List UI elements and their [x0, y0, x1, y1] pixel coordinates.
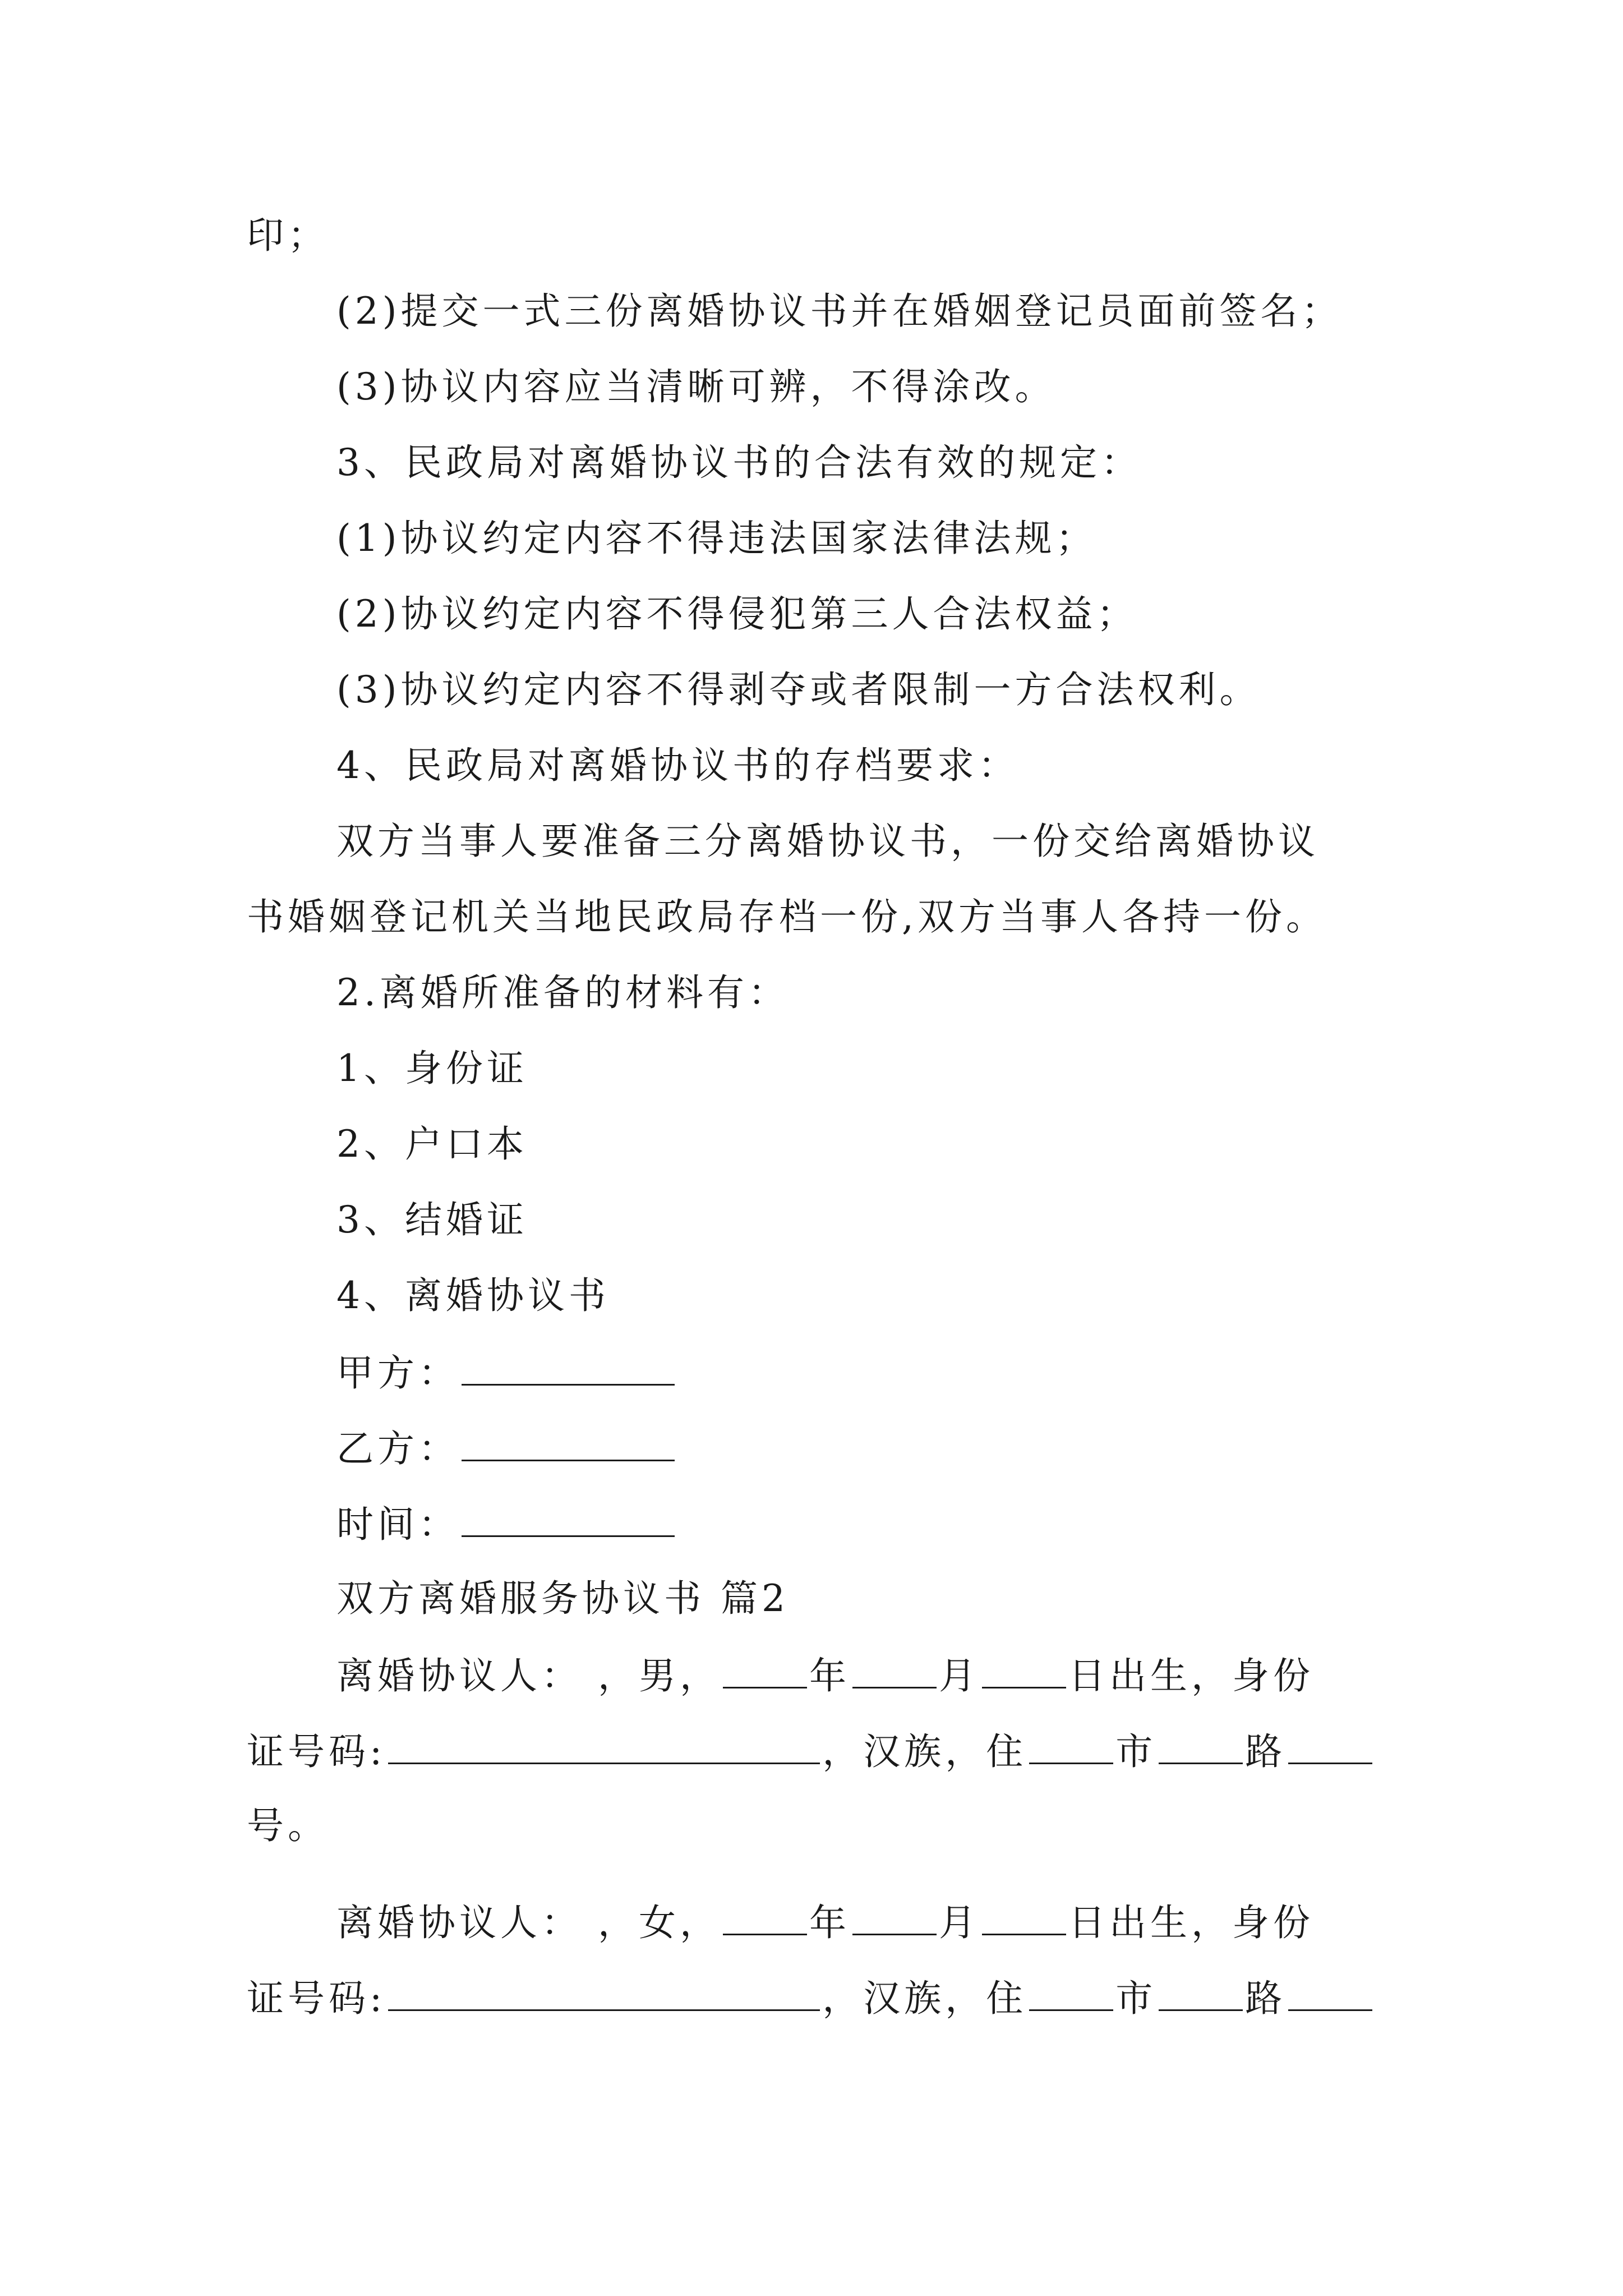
time-blank[interactable] — [462, 1495, 675, 1537]
male-number-line: 号。 — [247, 1804, 329, 1847]
male-year-blank[interactable] — [723, 1646, 807, 1688]
female-month-blank[interactable] — [852, 1893, 937, 1935]
year-label: 年 — [809, 1654, 850, 1697]
male-id-blank[interactable] — [388, 1722, 820, 1764]
month-label: 月 — [938, 1654, 980, 1697]
female-year-blank[interactable] — [723, 1893, 807, 1935]
party-b-signature — [336, 1419, 677, 1475]
male-id-line — [247, 1722, 1375, 1778]
text-line: 双方当事人要准备三分离婚协议书，一份交给离婚协议 — [336, 820, 1319, 863]
time-label: 时间： — [336, 1503, 459, 1546]
text-line: 书婚姻登记机关当地民政局存档一份,双方当事人各持一份。 — [247, 895, 1327, 938]
text-line: (3)协议约定内容不得剥夺或者限制一方合法权利。 — [336, 668, 1261, 711]
id-label: 证号码: — [247, 1730, 386, 1773]
text-line: (2)协议约定内容不得侵犯第三人合法权益； — [336, 592, 1138, 636]
female-party-line — [336, 1893, 1314, 1949]
female-road-blank[interactable] — [1159, 1969, 1243, 2011]
party-a-label: 甲方： — [336, 1351, 459, 1395]
day-label: 日出生，身份 — [1068, 1901, 1314, 1944]
female-city-blank[interactable] — [1029, 1969, 1113, 2011]
day-label: 日出生，身份 — [1068, 1654, 1314, 1697]
list-item: 4、离婚协议书 — [336, 1274, 610, 1317]
section-title: 双方离婚服务协议书 篇2 — [336, 1577, 789, 1620]
city-label: 市 — [1115, 1977, 1157, 2020]
party-a-signature — [336, 1343, 677, 1400]
party-b-label: 乙方： — [336, 1427, 459, 1470]
male-party-line — [336, 1646, 1314, 1703]
female-id-line — [247, 1969, 1375, 2025]
month-label: 月 — [938, 1901, 980, 1944]
text-line: (3)协议内容应当清晰可辨，不得涂改。 — [336, 365, 1056, 408]
road-label: 路 — [1245, 1730, 1287, 1773]
female-intro: 离婚协议人： ，女， — [336, 1901, 721, 1944]
party-b-blank[interactable] — [462, 1419, 675, 1461]
male-month-blank[interactable] — [852, 1646, 937, 1688]
text-line: (2)提交一式三份离婚协议书并在婚姻登记员面前签名； — [336, 289, 1343, 333]
text-line: 3、民政局对离婚协议书的合法有效的规定： — [336, 441, 1142, 484]
text-line: 2.离婚所准备的材料有： — [336, 971, 789, 1014]
list-item: 3、结婚证 — [336, 1198, 528, 1241]
female-number-blank[interactable] — [1288, 1969, 1372, 2011]
male-road-blank[interactable] — [1159, 1722, 1243, 1764]
text-line: 4、民政局对离婚协议书的存档要求： — [336, 744, 1019, 787]
list-item: 1、身份证 — [336, 1047, 528, 1090]
male-city-blank[interactable] — [1029, 1722, 1113, 1764]
female-day-blank[interactable] — [982, 1893, 1066, 1935]
male-day-blank[interactable] — [982, 1646, 1066, 1688]
male-intro: 离婚协议人： ，男， — [336, 1654, 721, 1697]
city-label: 市 — [1115, 1730, 1157, 1773]
ethnic-label: ，汉族，住 — [822, 1977, 1027, 2020]
id-label: 证号码: — [247, 1977, 386, 2020]
text-line: (1)协议约定内容不得违法国家法律法规； — [336, 517, 1097, 560]
year-label: 年 — [809, 1901, 850, 1944]
ethnic-label: ，汉族，住 — [822, 1730, 1027, 1773]
female-id-blank[interactable] — [388, 1969, 820, 2011]
male-number-blank[interactable] — [1288, 1722, 1372, 1764]
road-label: 路 — [1245, 1977, 1287, 2020]
text-line: 印； — [247, 214, 329, 257]
list-item: 2、户口本 — [336, 1122, 528, 1166]
party-a-blank[interactable] — [462, 1343, 675, 1386]
time-signature — [336, 1495, 677, 1551]
